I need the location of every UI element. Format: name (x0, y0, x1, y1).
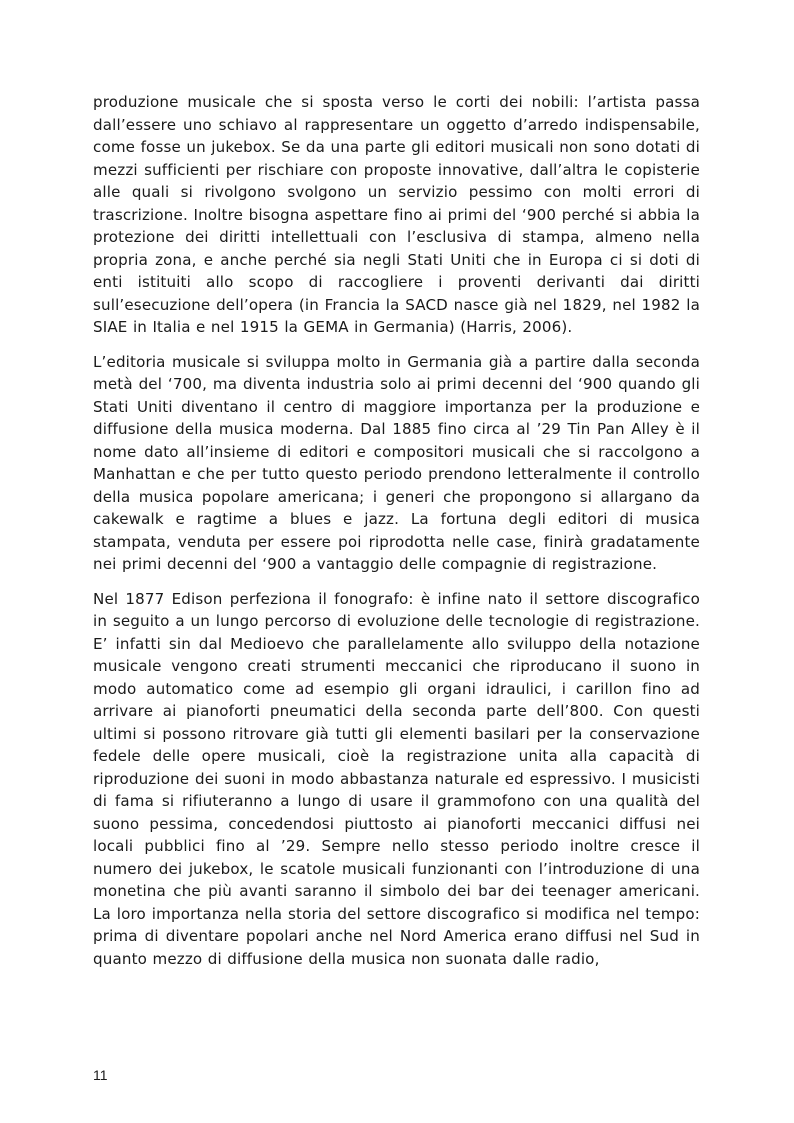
paragraph-3: Nel 1877 Edison perfeziona il fonografo: è infine nato il settore discografico in seguito a un lungo percorso di evoluzione delle tecnologie di registrazione. E’ infatti sin dal Medioevo che parallelamente allo sviluppo della notazione musicale vengono creati strumenti meccanici che riproducano il suono in modo automatico come ad esempio gli organi idraulici, i carillon fino ad arrivare ai pianoforti pneumatici della seconda parte dell’800. Con questi ultimi si possono ritrovare già tutti gli elementi basilari per la conservazione fedele delle opere musicali, cioè la registrazione unita alla capacità di riproduzione dei suoni in modo abbastanza naturale ed espressivo. I musicisti di fama si rifiuteranno a lungo di usare il grammofono con una qualità del suono pessima, concedendosi piuttosto ai pianoforti meccanici diffusi nei locali pubblici fino al ’29. Sempre nello stesso periodo inoltre cresce il numero dei jukebox, le scatole musicali funzionanti con l’introduzione di una monetina che più avanti saranno il simbolo dei bar dei teenager americani. La loro importanza nella storia del settore discografico si modifica nel tempo: prima di diventare popolari anche nel Nord America erano diffusi nel Sud in quanto mezzo di diffusione della musica non suonata dalle radio, (93, 589, 700, 968)
document-page (93, 91, 700, 982)
paragraph-2: L’editoria musicale si sviluppa molto in Germania già a partire dalla seconda metà del ‘700, ma diventa industria solo ai primi decenni del ‘900 quando gli Stati Uniti diventano il centro di maggiore importanza per la produzione e diffusione della musica moderna. Dal 1885 fino circa al ’29 Tin Pan Alley è il nome dato all’insieme di editori e compositori musicali che si raccolgono a Manhattan e che per tutto questo periodo prendono letteralmente il controllo della musica popolare americana; i generi che propongono si allargano da cakewalk e ragtime a blues e jazz. La fortuna degli editori di musica stampata, venduta per essere poi riprodotta nelle case, finirà gradatamente nei primi decenni del ‘900 a vantaggio delle compagnie di registrazione. (93, 352, 700, 573)
page-number: 11 (93, 1067, 108, 1083)
paragraph-1: produzione musicale che si sposta verso le corti dei nobili: l’artista passa dall’essere uno schiavo al rappresentare un oggetto d’arredo indispensabile, come fosse un jukebox. Se da una parte gli editori musicali non sono dotati di mezzi sufficienti per rischiare con proposte innovative, dall’altra le copisterie alle quali si rivolgono svolgono un servizio pessimo con molti errori di trascrizione. Inoltre bisogna aspettare fino ai primi del ‘900 perché si abbia la protezione dei diritti intellettuali con l’esclusiva di stampa, almeno nella propria zona, e anche perché sia negli Stati Uniti che in Europa ci si doti di enti istituiti allo scopo di raccogliere i proventi derivanti dai diritti sull’esecuzione dell’opera (in Francia la SACD nasce già nel 1829, nel 1982 la SIAE in Italia e nel 1915 la GEMA in Germania) (Harris, 2006). (93, 93, 700, 336)
